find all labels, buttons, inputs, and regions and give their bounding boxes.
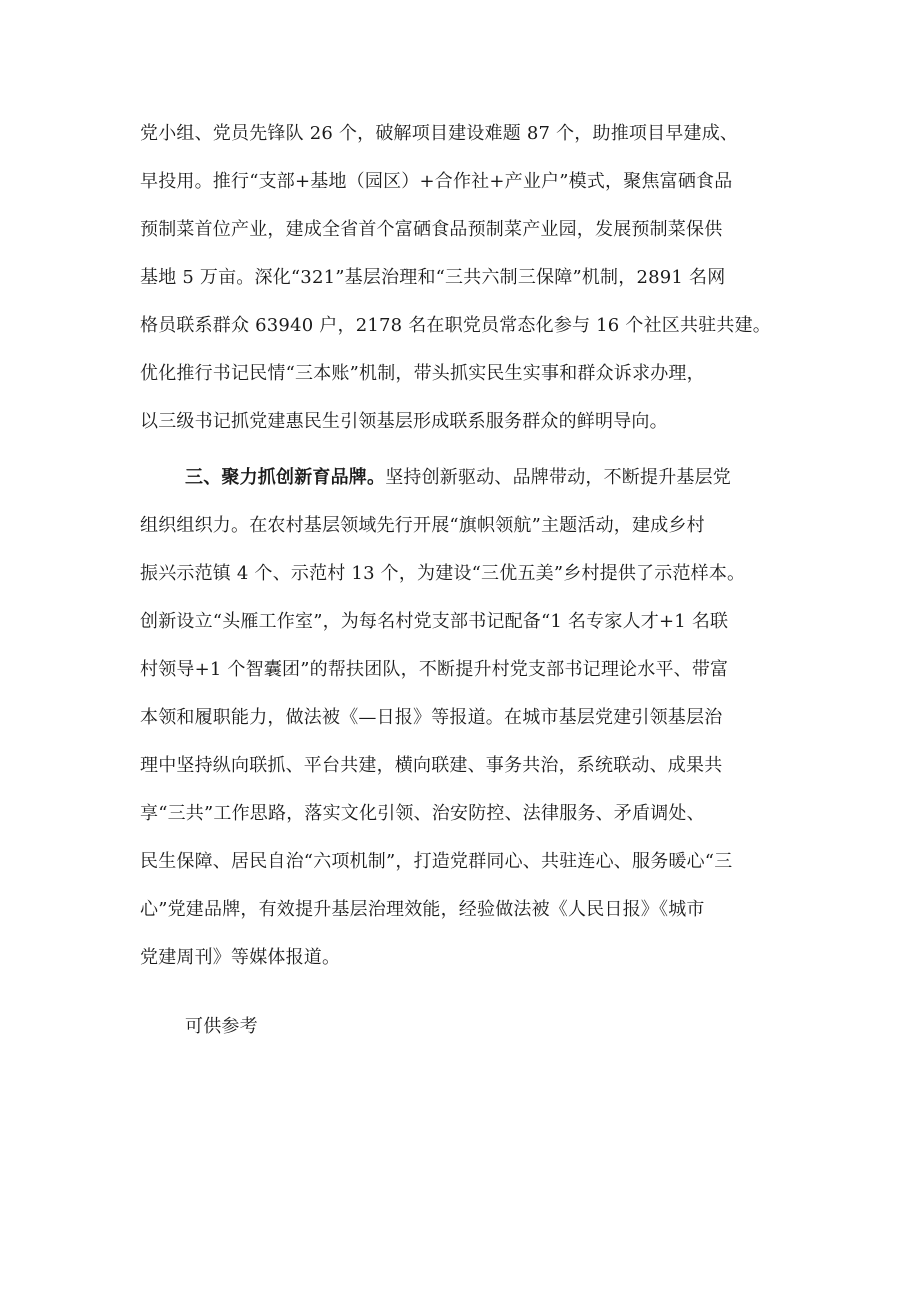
paragraph2-line-2: 组织组织力。在农村基层领域先行开展“旗帜领航”主题活动，建成乡村 (140, 515, 705, 536)
paragraph2-line-11: 党建周刊》等媒体报道。 (140, 947, 341, 968)
paragraph2-line-5: 村领导+1 个智囊团”的帮扶团队，不断提升村党支部书记理论水平、带富 (140, 659, 729, 680)
paragraph1-line-7: 以三级书记抓党建惠民生引领基层形成联系服务群众的鲜明导向。 (140, 411, 668, 432)
paragraph2-line-3: 振兴示范镇 4 个、示范村 13 个，为建设“三优五美”乡村提供了示范样本。 (140, 563, 746, 584)
paragraph2-first-line (185, 461, 731, 495)
paragraph2-line-9: 民生保障、居民自治“六项机制”，打造党群同心、共驻连心、服务暖心“三 (140, 851, 733, 872)
closing-note: 可供参考 (185, 1016, 258, 1037)
section-heading: 三、聚力抓创新育品牌。 (185, 467, 386, 488)
paragraph2-line-7: 理中坚持纵向联抓、平台共建，横向联建、事务共治，系统联动、成果共 (140, 755, 723, 776)
paragraph1-line-4: 基地 5 万亩。深化“321”基层治理和“三共六制三保障”机制，2891 名网 (140, 267, 726, 288)
paragraph2-first-line-text: 坚持创新驱动、品牌带动，不断提升基层党 (385, 467, 732, 488)
paragraph2-line-6: 本领和履职能力，做法被《—日报》等报道。在城市基层党建引领基层治 (140, 707, 723, 728)
paragraph2-line-4: 创新设立“头雁工作室”，为每名村党支部书记配备“1 名专家人才+1 名联 (140, 611, 729, 632)
paragraph1-line-3: 预制菜首位产业，建成全省首个富硒食品预制菜产业园，发展预制菜保供 (140, 219, 723, 240)
paragraph1-line-6: 优化推行书记民情“三本账”机制，带头抓实民生实事和群众诉求办理， (140, 363, 705, 384)
paragraph1-line-1: 党小组、党员先锋队 26 个，破解项目建设难题 87 个，助推项目早建成、 (140, 123, 739, 144)
paragraph2-line-8: 享“三共”工作思路，落实文化引领、治安防控、法律服务、矛盾调处、 (140, 803, 705, 824)
paragraph2-line-10: 心”党建品牌，有效提升基层治理效能，经验做法被《人民日报》《城市 (140, 899, 705, 920)
paragraph1-line-2: 早投用。推行“支部+基地（园区）+合作社+产业户”模式，聚焦富硒食品 (140, 171, 733, 192)
paragraph1-line-5: 格员联系群众 63940 户，2178 名在职党员常态化参与 16 个社区共驻共建。 (140, 315, 771, 336)
